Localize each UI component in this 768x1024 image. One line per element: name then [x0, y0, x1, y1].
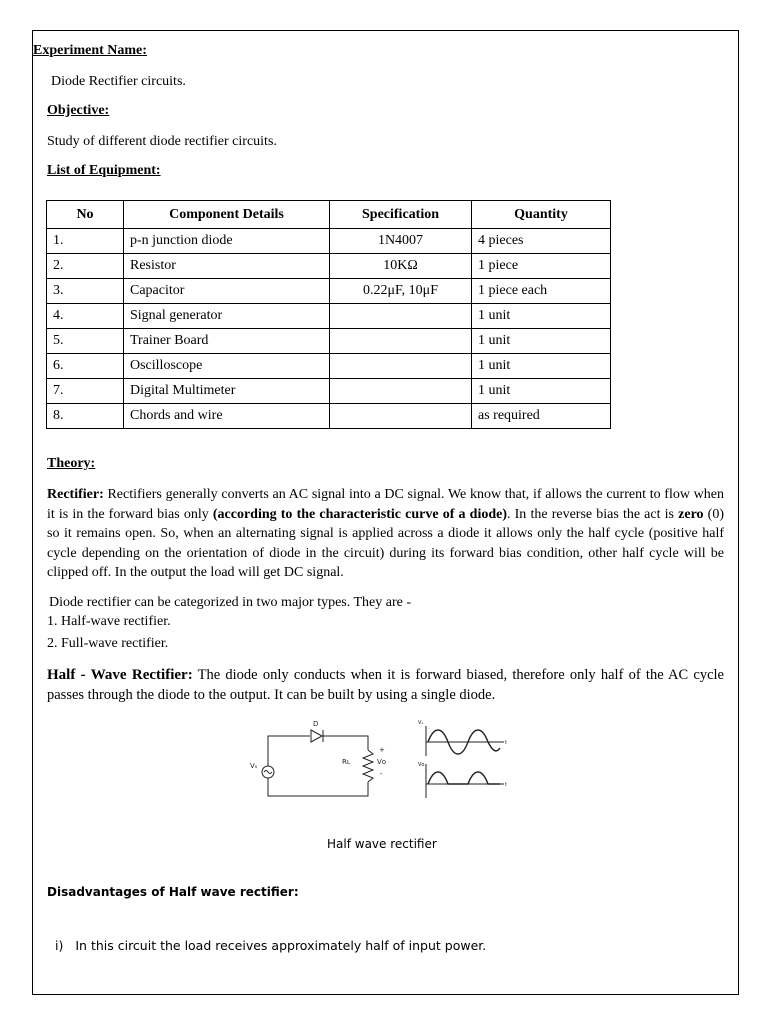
cell-no: 4.	[47, 304, 124, 329]
cell-no: 2.	[47, 254, 124, 279]
table-row	[47, 354, 611, 379]
cell-no: 1.	[47, 229, 124, 254]
cell-quantity: 1 unit	[472, 354, 611, 379]
t-axis-label-bottom: t	[505, 782, 507, 788]
rectifier-text-1: Rectifiers generally converts an AC signal into a DC signal. We know that, if allows the current to flow when it is in the forward bias only	[47, 487, 724, 522]
equipment-heading: List of Equipment:	[47, 163, 161, 178]
table-row	[47, 404, 611, 429]
half-wave-rectifier-diagram	[246, 716, 516, 802]
vout-axis-label: Vᴏ	[418, 762, 425, 768]
column-header-no: No	[47, 201, 124, 229]
cell-no: 5.	[47, 329, 124, 354]
t-axis-label-top: t	[505, 740, 507, 746]
cell-specification: 10KΩ	[330, 254, 472, 279]
cell-specification	[330, 354, 472, 379]
plus-label: +	[379, 746, 385, 754]
source-label: Vₛ	[250, 762, 258, 770]
experiment-name: Diode Rectifier circuits.	[51, 74, 186, 89]
cell-quantity: as required	[472, 404, 611, 429]
diode-label: D	[313, 720, 319, 728]
cell-quantity: 1 unit	[472, 329, 611, 354]
cell-component: Chords and wire	[124, 404, 330, 429]
cell-specification: 1N4007	[330, 229, 472, 254]
rectifier-bold-1: (according to the characteristic curve of a diode)	[212, 506, 507, 522]
cell-component: Signal generator	[124, 304, 330, 329]
objective-heading: Objective:	[47, 103, 110, 118]
rectifier-bold-2: zero	[678, 506, 704, 522]
cell-quantity: 4 pieces	[472, 229, 611, 254]
equipment-table	[46, 200, 611, 429]
cell-component: Trainer Board	[124, 329, 330, 354]
cell-component: Digital Multimeter	[124, 379, 330, 404]
cell-no: 8.	[47, 404, 124, 429]
cell-specification: 0.22μF, 10μF	[330, 279, 472, 304]
column-header-specification: Specification	[330, 201, 472, 229]
rectifier-text-2: . In the reverse bias the act is	[507, 506, 679, 522]
cell-specification	[330, 404, 472, 429]
column-header-component: Component Details	[124, 201, 330, 229]
half-wave-text: The diode only conducts when it is forward biased, therefore only half of the AC cycle passes through the diode to the output. It can be built by using a single diode.	[47, 667, 724, 703]
table-row	[47, 329, 611, 354]
table-row	[47, 379, 611, 404]
resistor-symbol	[363, 750, 373, 782]
output-voltage-label: Vᴏ	[377, 758, 387, 766]
experiment-heading: Experiment Name:	[33, 43, 147, 58]
theory-heading: Theory:	[47, 456, 96, 471]
cell-quantity: 1 unit	[472, 379, 611, 404]
cell-component: p-n junction diode	[124, 229, 330, 254]
load-label: Rʟ	[342, 758, 351, 766]
cell-specification	[330, 329, 472, 354]
cell-quantity: 1 unit	[472, 304, 611, 329]
diode-symbol	[311, 730, 322, 742]
table-row	[47, 279, 611, 304]
cell-component: Oscilloscope	[124, 354, 330, 379]
table-row	[47, 254, 611, 279]
cell-quantity: 1 piece	[472, 254, 611, 279]
disadvantage-item	[55, 938, 486, 953]
type-item-2: 2. Full-wave rectifier.	[47, 636, 169, 651]
minus-label: -	[380, 770, 383, 778]
figure-caption: Half wave rectifier	[327, 837, 437, 851]
vin-axis-label: Vₛ	[418, 720, 424, 726]
rectifier-paragraph	[47, 485, 724, 583]
disadvantage-marker: i)	[55, 938, 64, 953]
cell-component: Capacitor	[124, 279, 330, 304]
cell-specification	[330, 379, 472, 404]
cell-no: 3.	[47, 279, 124, 304]
table-row	[47, 229, 611, 254]
cell-specification	[330, 304, 472, 329]
cell-no: 6.	[47, 354, 124, 379]
disadvantages-heading: Disadvantages of Half wave rectifier:	[47, 885, 299, 899]
disadvantage-text: In this circuit the load receives approximately half of input power.	[75, 938, 487, 953]
cell-component: Resistor	[124, 254, 330, 279]
table-header-row	[47, 201, 611, 229]
half-wave-paragraph	[47, 666, 724, 705]
column-header-quantity: Quantity	[472, 201, 611, 229]
categories-intro: Diode rectifier can be categorized in two major types. They are -	[49, 595, 412, 610]
rectifier-label: Rectifier:	[47, 487, 104, 502]
cell-no: 7.	[47, 379, 124, 404]
type-item-1: 1. Half-wave rectifier.	[47, 614, 171, 629]
half-wave-label: Half - Wave Rectifier:	[47, 667, 193, 683]
output-half-wave	[428, 772, 500, 784]
cell-quantity: 1 piece each	[472, 279, 611, 304]
table-row	[47, 304, 611, 329]
objective-text: Study of different diode rectifier circuits.	[47, 134, 277, 149]
rectifier-text-3: (0) so it remains open. So, when an alternating signal is applied across a diode it allows only the half cycle (positive half cycle depending on the orientation of diode in the circuit) during its forward bias condition, other half cycle will be clipped off. In the output the load will get DC signal.	[47, 506, 724, 580]
